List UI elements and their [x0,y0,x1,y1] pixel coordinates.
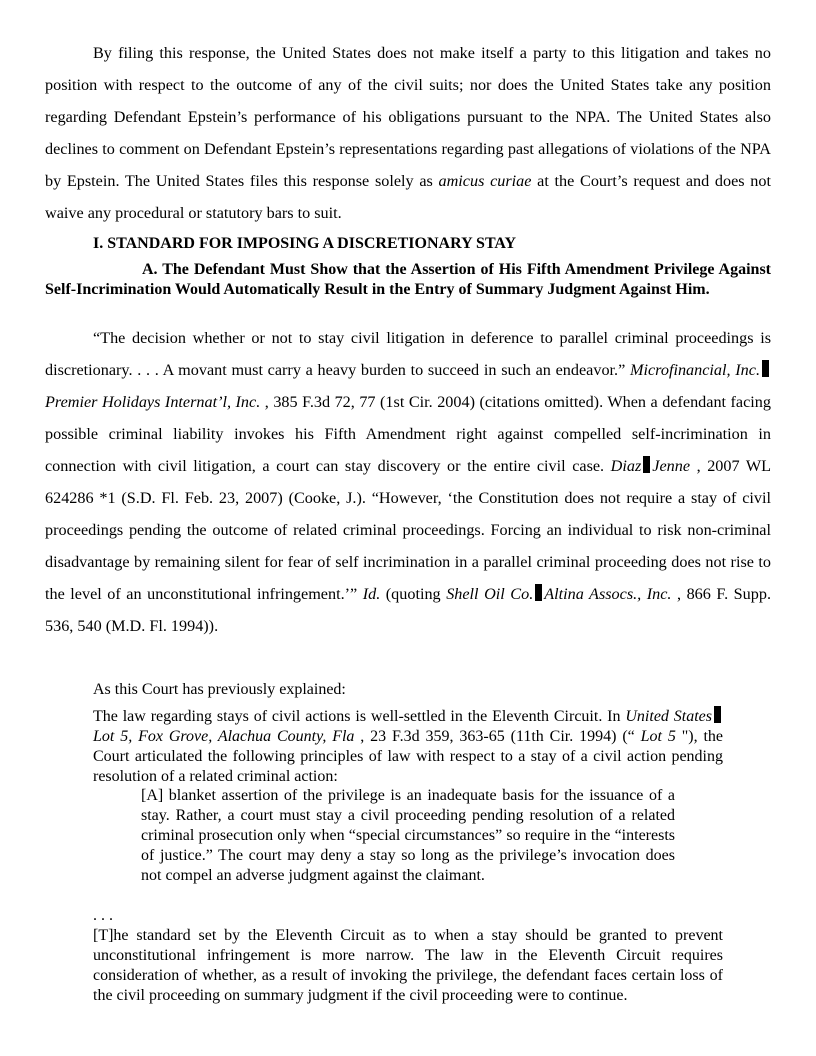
paragraph-text: , 866 F. Supp. 536, 540 (M.D. Fl. 1994)). [45,585,772,635]
case-name: Id. [362,585,381,603]
redaction-mark [535,584,542,601]
case-name: Shell Oil Co. [446,585,534,603]
paragraph-text: , 385 F.3d 72, 77 (1st Cir. 2004) (citations omitted). When a defendant facing possible criminal liability invokes his Fifth Amendment right against compelled self-incrimination in connection with civil litigation, a court can stay discovery or the entire civil case. [45,393,771,475]
redaction-mark [643,456,650,473]
paragraph-intro-quote: As this Court has previously explained: [93,681,346,698]
case-name: United States [625,708,713,725]
case-name: Jenne [652,457,691,475]
paragraph-text: , 2007 WL 624286 *1 (S.D. Fl. Feb. 23, 2007) (Cooke, J.). “However, ‘the Constitution does not require a stay of civil proceedings pending the outcome of related criminal proceedings. Forcing an individual to risk non-criminal disadvantage by remaining silent for fear of self incrimination in a parallel criminal proceeding does not rise to the level of an unconstitutional infringement.’” [45,457,772,603]
case-name: Diaz [610,457,642,475]
block-quote [93,706,723,787]
paragraph-text: at the Court’s request and does not waive any procedural or statutory bars to suit. [45,172,771,222]
quote-text: , 23 F.3d 359, 363-65 (11th Cir. 1994) (“ [354,728,641,745]
quote-text: "), the Court articulated the following principles of law with respect to a stay of a civil action pending resolution of a related criminal action: [93,728,723,785]
paragraph-text: By filing this response, the United States does not make itself a party to this litigation and takes no position with respect to the outcome of any of the civil suits; nor does the United States take any position regarding Defendant Epstein’s performance of his obligations pursuant to the NPA. The United States also declines to comment on Defendant Epstein’s representations regarding past allegations of violations of the NPA by Epstein. The United States files this response solely as [45,44,771,190]
case-name: Lot 5, Fox Grove, Alachua County, Fla [93,728,355,745]
nested-block-quote: [A] blanket assertion of the privilege is an inadequate basis for the issuance of a stay. Rather, a court must stay a civil proceeding pending resolution of a related criminal prosecution only when “special circumstances” so require in the “interests of justice.” The court may deny a stay so long as the privilege’s invocation does not compel an adverse judgment against the claimant. [141,787,675,884]
paragraph-text: “The decision whether or not to stay civil litigation in deference to parallel criminal proceedings is discretionary. . . . A movant must carry a heavy burden to succeed in such an endeavor.” [45,329,771,379]
subsection-heading: A. The Defendant Must Show that the Assertion of His Fifth Amendment Privilege Against Self-Incrimination Would Automatically Result in the Entry of Summary Judgment Against Him. [45,261,771,298]
block-quote-continued: [T]he standard set by the Eleventh Circuit as to when a stay should be granted to prevent unconstitutional infringement is more narrow. The law in the Eleventh Circuit requires consideration of whether, as a result of invoking the privilege, the defendant faces certain loss of the civil proceeding on summary judgment if the civil proceeding were to continue. [93,927,723,1004]
paragraph-amicus-statement [45,37,771,229]
case-name: Premier Holidays Internat’l, Inc. [45,393,261,411]
section-heading: I. STANDARD FOR IMPOSING A DISCRETIONARY STAY [93,235,517,252]
case-name: Microfinancial, Inc. [630,361,760,379]
italic-term: amicus curiae [438,172,532,190]
redaction-mark [714,706,721,723]
case-name: Altina Assocs., Inc. [544,585,672,603]
ellipsis: . . . [93,907,113,924]
case-name: Lot 5 [640,728,676,745]
quote-text: The law regarding stays of civil actions is well-settled in the Eleventh Circuit. In [93,708,626,725]
paragraph-standard [45,322,771,642]
redaction-mark [762,360,769,377]
paragraph-text: (quoting [380,585,447,603]
